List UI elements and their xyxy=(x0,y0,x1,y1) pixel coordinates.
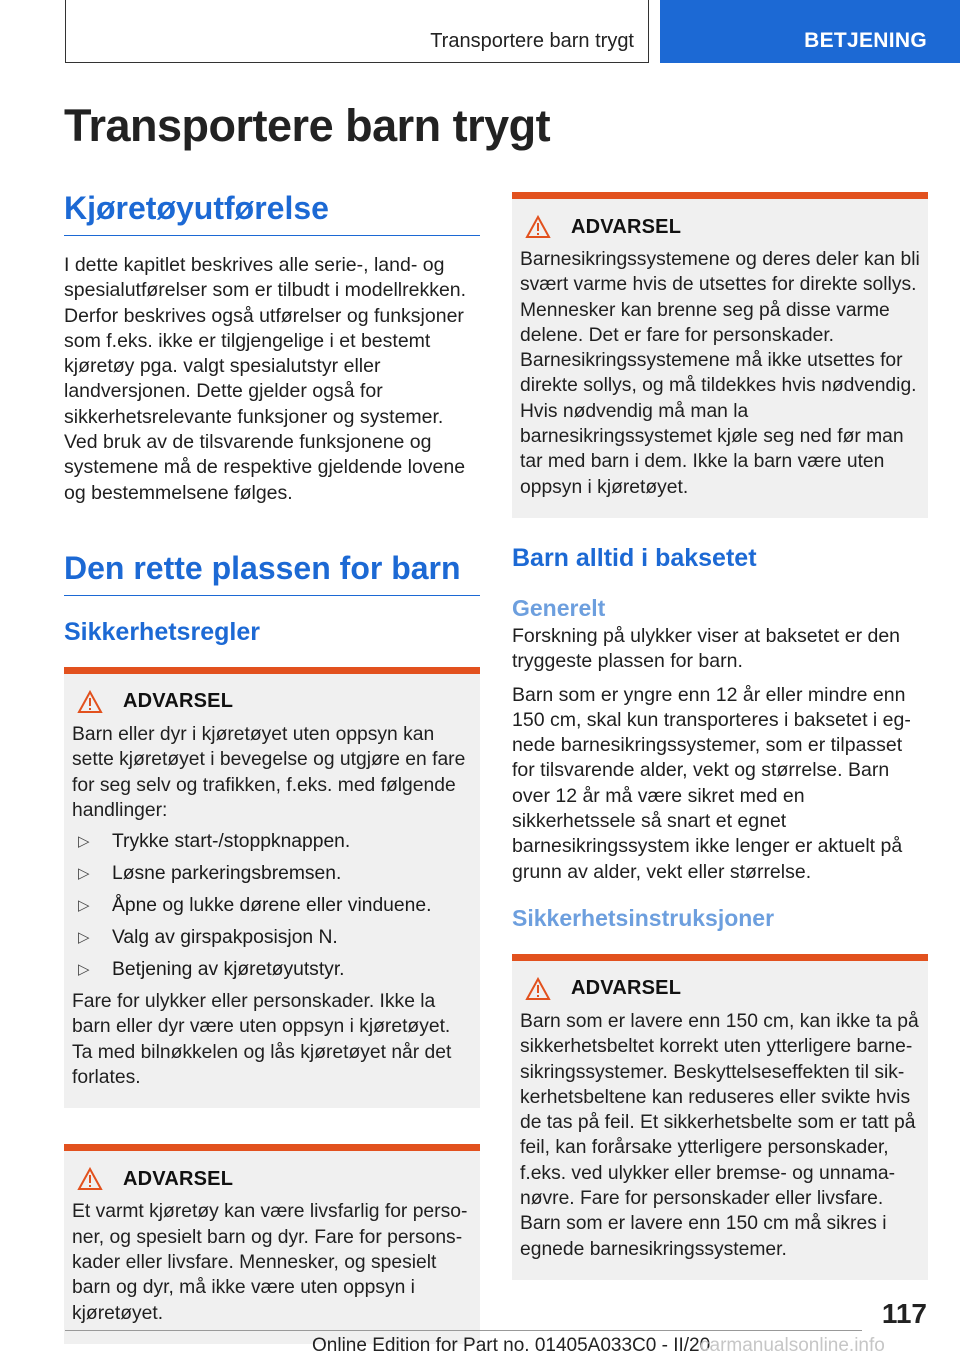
warning-title xyxy=(520,977,920,1001)
list-item xyxy=(72,957,472,982)
left-column xyxy=(64,190,480,1344)
list-item-text: Valg av girspakposisjon N. xyxy=(112,927,338,949)
warning-title xyxy=(72,1167,472,1191)
header-section-title: Transportere barn trygt xyxy=(430,30,634,52)
list-item-text: Betjening av kjøretøyutstyr. xyxy=(112,959,345,981)
warning-text: Et varmt kjøretøy kan være livsfarlig for personer, og spesielt barn og dyr. Fare for personskader eller livsfare. Mennesker, og spesielt barn og dyr, må ikke være uten oppsyn i kjøretøyet. xyxy=(72,1201,468,1324)
triangle-bullet-icon: ▷ xyxy=(78,961,90,979)
footer-divider xyxy=(65,1330,862,1331)
header-chapter-tab[interactable] xyxy=(660,0,960,63)
list-item xyxy=(72,829,472,854)
list-item xyxy=(72,893,472,918)
right-column xyxy=(512,192,928,1280)
warning-triangle-icon xyxy=(77,690,103,714)
heading-vehicle-design: Kjøretøyutførelse xyxy=(64,190,480,236)
list-item xyxy=(72,861,472,886)
warning-action-list xyxy=(72,829,472,982)
warning-title xyxy=(72,690,472,714)
warning-triangle-icon xyxy=(525,977,551,1001)
paragraph-general-2: Barn som er yngre enn 12 år eller mindre enn 150 cm, skal kun transporteres i baksetet i egnede barnesikringssystemer, som er tilpasset for tilsvarende alder, vekt og størrelse. Barn over 12 år må være sikret med en sikkerhetssele så snart et egnet barnesikringssystem ikke lenger er aktuelt på grunn av alder, vekt eller størrelse. xyxy=(512,683,911,883)
paragraph-general-1: Forskning på ulykker viser at baksetet er den tryggeste plassen for barn. xyxy=(512,624,901,673)
header-chapter-label: BETJENING xyxy=(804,29,927,52)
page-number: 117 xyxy=(881,1298,927,1329)
heading-backseat: Barn alltid i baksetet xyxy=(512,543,757,572)
triangle-bullet-icon: ▷ xyxy=(78,897,90,915)
warning-box-seatbelt xyxy=(512,954,928,1280)
footer-watermark: carmanualsonline.info xyxy=(700,1335,885,1356)
list-item-text: Trykke start-/stoppknappen. xyxy=(112,831,351,853)
warning-box-unattended xyxy=(64,667,480,1108)
list-item-text: Åpne og lukke dørene eller vinduene. xyxy=(112,895,432,917)
triangle-bullet-icon: ▷ xyxy=(78,865,90,883)
heading-right-place: Den rette plassen for barn xyxy=(64,550,480,596)
header-section-box xyxy=(65,0,649,63)
warning-title-text: ADVARSEL xyxy=(123,1167,234,1190)
warning-intro: Barn eller dyr i kjøretøyet uten oppsyn kan sette kjøretøyet i bevegelse og utgjøre en fare for seg selv og trafikken, f.eks. med følgende handlinger: xyxy=(72,723,466,821)
list-item-text: Løsne parkeringsbremsen. xyxy=(112,863,342,885)
warning-triangle-icon xyxy=(77,1167,103,1191)
warning-box-hot-seats xyxy=(512,192,928,518)
warning-outro: Fare for ulykker eller personskader. Ikke la barn eller dyr være uten oppsyn i kjøretøyet. Ta med bilnøkkelen og lås kjøretøyet når det forlates. xyxy=(72,991,452,1089)
warning-text: Barnesikringssystemene og deres deler kan bli svært varme hvis de utsettes for direkte sollys. Mennesker kan brenne seg på disse varme delene. Det er fare for personskader. Barnesikringssystemene må ikke utsettes for direkte sollys, og må tildekkes hvis nødvendig. Hvis nødvendig må man la barnesikringssystemet kjøle seg ned før man tar med barn i dem. Ikke la barn være uten oppsyn i kjøretøyet. xyxy=(520,249,920,498)
paragraph-vehicle-design: I dette kapitlet beskrives alle serie-, land- og spesialutførelser som er tilbudt i modellrekken. Derfor beskrives også utførelser og funksjoner som f.eks. ikke er tilgjengelige i et bestemt kjøretøy pga. valgt spesialutstyr eller landversjonen. Dette gjelder også for sikkerhetsrelevante funksjoner og systemer. Ved bruk av de tilsvarende funksjonene og systemene må de respektive gjeldende lovene og bestemmelsene følges. xyxy=(64,254,467,504)
warning-text: Barn som er lavere enn 150 cm, kan ikke ta på sikkerhetsbeltet korrekt uten ytterligere barnesikringssystemer. Beskyttelseseffekten til sikkerhetsbeltene kan reduseres eller svikte hvis de tas på feil. Et sikkerhetsbelte som er tatt på feil, kan forårsake ytterligere personskader, f.eks. ved ulykker eller bremse- og unnamanøvre. Fare for personskader eller livsfare. Barn som er lavere enn 150 cm må sikres i egnede barnesikringssystemer. xyxy=(520,1010,919,1260)
page-title: Transportere barn trygt xyxy=(64,100,551,151)
heading-safety-rules: Sikkerhetsregler xyxy=(64,617,260,646)
triangle-bullet-icon: ▷ xyxy=(78,833,90,851)
warning-title-text: ADVARSEL xyxy=(571,215,682,238)
triangle-bullet-icon: ▷ xyxy=(78,929,90,947)
warning-title xyxy=(520,215,920,239)
list-item xyxy=(72,925,472,950)
heading-safety-instructions: Sikkerhetsinstruksjoner xyxy=(512,904,775,931)
footer-edition: Online Edition for Part no. 01405A033C0 - II/20 xyxy=(312,1335,711,1356)
warning-title-text: ADVARSEL xyxy=(123,690,234,713)
heading-general: Generelt xyxy=(512,594,606,621)
warning-title-text: ADVARSEL xyxy=(571,977,682,1000)
warning-box-hot-vehicle xyxy=(64,1144,480,1343)
warning-triangle-icon xyxy=(525,215,551,239)
